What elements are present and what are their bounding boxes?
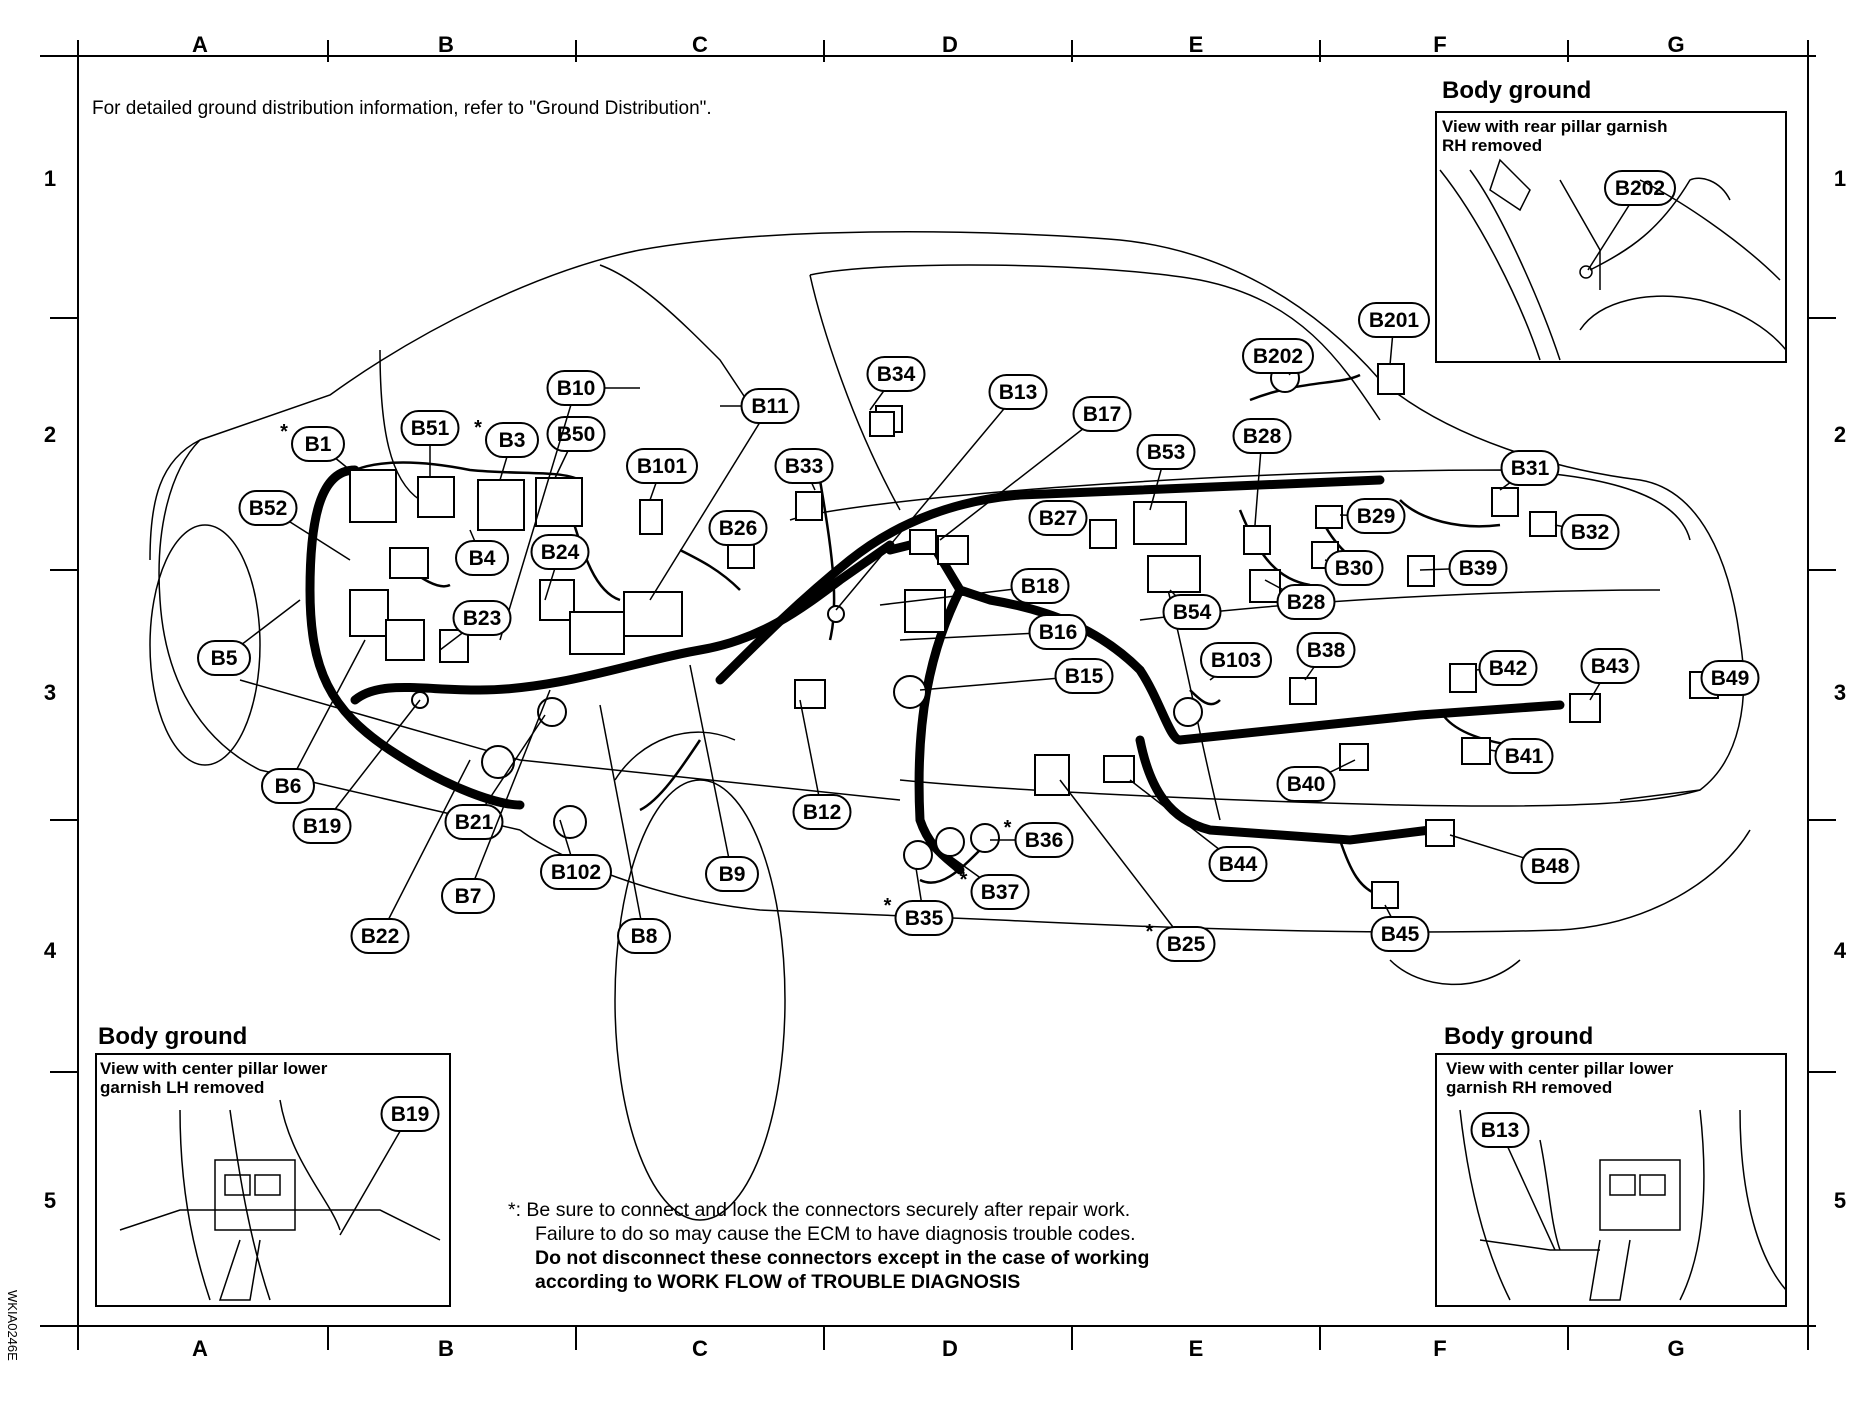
callout-label: B5 <box>210 647 238 670</box>
callout-label: B9 <box>718 863 746 886</box>
callout-label: B54 <box>1172 601 1212 624</box>
grid-row-4-right: 4 <box>1833 938 1847 963</box>
callout-label: B101 <box>636 455 688 478</box>
callout-b33 <box>776 449 833 490</box>
callout-b50 <box>548 417 605 478</box>
callout-b28 <box>1234 419 1291 525</box>
callout-label: B49 <box>1710 667 1750 690</box>
grid-column-e-top: E <box>1188 32 1204 57</box>
grid-row-5-right: 5 <box>1833 1188 1847 1213</box>
callout-label: B6 <box>274 775 302 798</box>
callout-label: B4 <box>468 547 496 570</box>
callout-label: B28 <box>1286 591 1326 614</box>
callout-b34 <box>868 357 925 410</box>
grid-column-d-bottom: D <box>942 1336 958 1361</box>
callout-b51 <box>402 411 459 478</box>
callout-label: B40 <box>1286 773 1326 796</box>
callout-label: B25 <box>1166 933 1206 956</box>
callout-b101 <box>627 449 697 500</box>
callout-b202 <box>1243 339 1313 375</box>
inset-center-lh-subtitle <box>100 1059 327 1097</box>
callout-label: B19 <box>390 1103 430 1126</box>
callout-label: B11 <box>751 395 789 418</box>
drawing-id: WKIA0246E <box>5 1290 20 1361</box>
callout-b37 <box>950 856 1029 909</box>
callout-b31 <box>1500 451 1559 490</box>
callout-star: * <box>280 421 288 443</box>
callout-leader <box>600 705 644 936</box>
callout-label: B13 <box>998 381 1038 404</box>
grid-row-1-left: 1 <box>43 166 57 191</box>
callout-b41 <box>1490 739 1553 773</box>
grid-row-2-left: 2 <box>43 422 57 447</box>
callout-b38 <box>1298 633 1355 680</box>
callout-label: B45 <box>1380 923 1420 946</box>
callout-label: B24 <box>540 541 580 564</box>
callout-label: B18 <box>1020 575 1060 598</box>
grid-column-a-bottom: A <box>192 1336 208 1361</box>
callout-b15 <box>920 659 1113 693</box>
callout-label: B29 <box>1356 505 1396 528</box>
callout-label: B103 <box>1210 649 1262 672</box>
callout-label: B41 <box>1504 745 1544 768</box>
callout-star: * <box>1145 921 1154 943</box>
callout-b26 <box>710 511 767 545</box>
caution-note <box>508 1198 1408 1294</box>
grid-row-1-right: 1 <box>1833 166 1847 191</box>
grid-row-3-right: 3 <box>1833 680 1847 705</box>
grid-column-c-top: C <box>692 32 708 57</box>
ground-reference-note: For detailed ground distribution information, refer to "Ground Distribution". <box>92 98 712 119</box>
callout-label: B43 <box>1590 655 1630 678</box>
inset-center-rh-subtitle-line2: garnish RH removed <box>1446 1078 1613 1097</box>
callout-b9 <box>690 665 758 891</box>
callout-label: B26 <box>718 517 758 540</box>
callout-b36 <box>990 817 1073 857</box>
callout-leader <box>340 1114 410 1235</box>
callout-b48 <box>1450 835 1579 883</box>
callout-label: B30 <box>1334 557 1374 580</box>
callout-b201 <box>1359 303 1429 365</box>
callout-label: B8 <box>630 925 658 948</box>
callout-b11 <box>650 389 799 600</box>
callout-label: B42 <box>1488 657 1528 680</box>
inset-rear-pillar-subtitle-line1: View with rear pillar garnish <box>1442 117 1668 136</box>
callout-leader <box>690 665 732 874</box>
callout-star: * <box>474 417 482 439</box>
callout-label: B33 <box>784 455 824 478</box>
callout-label: B38 <box>1306 639 1346 662</box>
callout-b35 <box>884 868 953 935</box>
callout-b53 <box>1138 435 1195 510</box>
inset-center-rh-subtitle-line1: View with center pillar lower <box>1446 1059 1674 1078</box>
callout-label: B201 <box>1368 309 1420 332</box>
callout-label: B22 <box>360 925 400 948</box>
caution-line-3: Do not disconnect these connectors except in the case of working <box>535 1247 1150 1269</box>
callout-b52 <box>240 491 351 560</box>
caution-star: * <box>508 1199 516 1221</box>
callout-label: B28 <box>1242 425 1282 448</box>
grid-column-e-bottom: E <box>1188 1336 1204 1361</box>
callout-label: B53 <box>1146 441 1186 464</box>
grid-row-2-right: 2 <box>1833 422 1847 447</box>
grid-column-b-top: B <box>438 32 454 57</box>
callout-b45 <box>1372 905 1429 951</box>
grid-column-d-top: D <box>942 32 958 57</box>
callout-b32 <box>1555 515 1619 549</box>
caution-text-1: : Be sure to connect and lock the connectors securely after repair work. <box>515 1199 1131 1221</box>
callout-label: B3 <box>498 429 526 452</box>
callout-label: B102 <box>550 861 602 884</box>
inset-center-lh-subtitle-line1: View with center pillar lower <box>100 1059 328 1078</box>
callout-label: B202 <box>1614 177 1666 200</box>
grid-row-4-left: 4 <box>43 938 57 963</box>
callout-label: B21 <box>454 811 494 834</box>
callout-star: * <box>959 869 968 891</box>
inset-callout-b202 <box>1588 171 1675 270</box>
callout-b23 <box>440 601 511 650</box>
inset-center-lh-title: Body ground <box>98 1023 248 1050</box>
grid-row-3-left: 3 <box>43 680 57 705</box>
callout-b103 <box>1201 643 1271 680</box>
callout-label: B48 <box>1530 855 1570 878</box>
callout-star: * <box>883 895 892 917</box>
callout-label: B17 <box>1082 403 1122 426</box>
callout-b5 <box>198 600 300 675</box>
callout-b29 <box>1340 499 1405 533</box>
grid-column-g-top: G <box>1667 32 1685 57</box>
callout-leader <box>650 406 770 600</box>
callout-label: B50 <box>556 423 596 446</box>
caution-line-4: according to WORK FLOW of TROUBLE DIAGNOSIS <box>535 1271 1021 1293</box>
grid-column-f-top: F <box>1433 32 1447 57</box>
callout-label: B1 <box>304 433 332 456</box>
grid-row-5-left: 5 <box>43 1188 57 1213</box>
inset-center-rh-title: Body ground <box>1444 1023 1594 1050</box>
callout-b25 <box>1060 780 1215 961</box>
inset-center-rh-subtitle <box>1446 1059 1673 1097</box>
callout-b42 <box>1475 651 1537 685</box>
inset-rear-pillar-title: Body ground <box>1442 77 1592 104</box>
callout-b1 <box>280 421 350 470</box>
callout-label: B35 <box>904 907 944 930</box>
callout-label: B23 <box>462 607 502 630</box>
callout-b30 <box>1325 551 1383 585</box>
grid-column-b-bottom: B <box>438 1336 454 1361</box>
callout-b8 <box>600 705 670 953</box>
callout-b49 <box>1702 661 1759 695</box>
inset-center-lh-subtitle-line2: garnish LH removed <box>100 1078 265 1097</box>
callout-b4 <box>456 530 508 575</box>
callout-label: B15 <box>1064 665 1104 688</box>
inset-rear-pillar-subtitle <box>1442 117 1667 155</box>
callout-label: B52 <box>248 497 288 520</box>
callout-b40 <box>1278 760 1356 801</box>
callout-b54 <box>1164 590 1221 629</box>
callout-label: B7 <box>454 885 482 908</box>
callout-label: B12 <box>802 801 842 824</box>
callout-label: B39 <box>1458 557 1498 580</box>
callout-star: * <box>1003 817 1012 839</box>
grid-column-a-top: A <box>192 32 208 57</box>
callout-b43 <box>1582 649 1639 700</box>
callout-b12 <box>794 700 851 829</box>
grid-column-g-bottom: G <box>1667 1336 1685 1361</box>
callout-label: B51 <box>410 417 450 440</box>
callout-label: B32 <box>1570 521 1610 544</box>
callout-label: B13 <box>1480 1119 1520 1142</box>
callout-label: B19 <box>302 815 342 838</box>
callout-label: B16 <box>1038 621 1078 644</box>
callout-label: B202 <box>1252 345 1304 368</box>
grid-column-f-bottom: F <box>1433 1336 1447 1361</box>
inset-rear-pillar-subtitle-line2: RH removed <box>1442 136 1543 155</box>
callout-b27 <box>1030 501 1087 535</box>
grid-frame <box>40 40 1836 1350</box>
caution-line-1 <box>508 1198 1408 1222</box>
callout-label: B36 <box>1024 829 1064 852</box>
callout-label: B44 <box>1218 853 1258 876</box>
callout-label: B31 <box>1510 457 1550 480</box>
callout-label: B27 <box>1038 507 1078 530</box>
grid-column-c-bottom: C <box>692 1336 708 1361</box>
callout-label: B34 <box>876 363 916 386</box>
callout-label: B10 <box>556 377 596 400</box>
caution-line-2: Failure to do so may cause the ECM to have diagnosis trouble codes. <box>535 1223 1136 1245</box>
callout-label: B37 <box>980 881 1020 904</box>
inset-callout-b13 <box>1472 1113 1556 1250</box>
